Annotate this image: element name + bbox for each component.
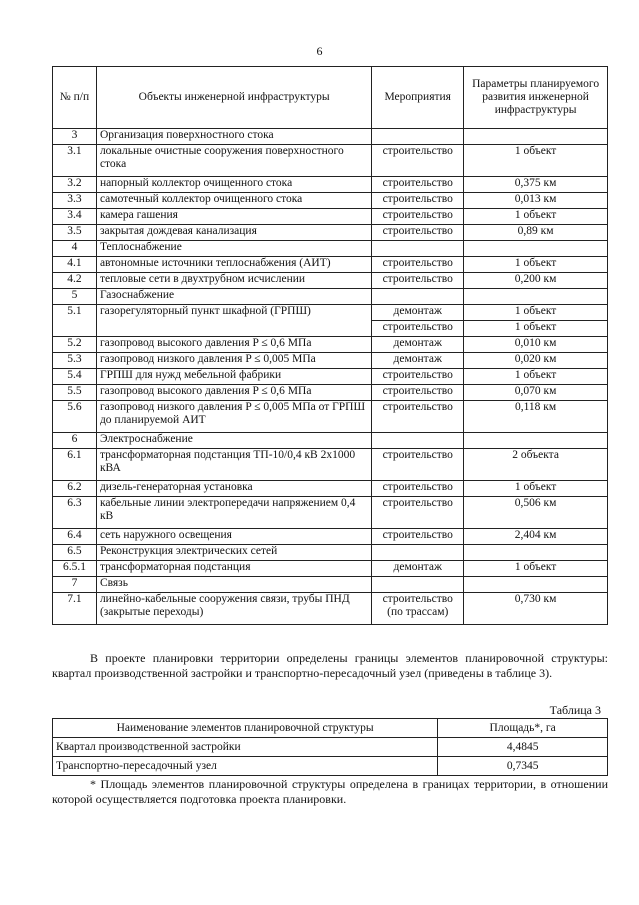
row-object: газопровод низкого давления P ≤ 0,005 МПа: [96, 353, 371, 369]
row-object: кабельные линии электропередачи напряжением 0,4 кВ: [96, 497, 371, 529]
row-number: 6.1: [53, 449, 97, 481]
element-name: Транспортно-пересадочный узел: [53, 757, 438, 776]
planning-elements-table: [52, 718, 608, 776]
row-parameter: 0,070 км: [464, 385, 608, 401]
row-measure: строительство: [372, 225, 464, 241]
row-object: Организация поверхностного стока: [96, 129, 371, 145]
row-number: 6: [53, 433, 97, 449]
header-parameters: Параметры планируемого развития инженерной инфраструктуры: [464, 67, 608, 129]
row-parameter: [464, 433, 608, 449]
row-parameter: 0,013 км: [464, 193, 608, 209]
row-number: 5.5: [53, 385, 97, 401]
row-object: напорный коллектор очищенного стока: [96, 177, 371, 193]
row-number: 3.5: [53, 225, 97, 241]
row-number: 4.1: [53, 257, 97, 273]
table-row: [53, 449, 608, 481]
row-number: 6.3: [53, 497, 97, 529]
table-row: [53, 305, 608, 321]
row-object: камера гашения: [96, 209, 371, 225]
row-measure: строительство: [372, 273, 464, 289]
table-row: [53, 337, 608, 353]
row-number: 5.2: [53, 337, 97, 353]
table-row: [53, 193, 608, 209]
row-parameter: 2,404 км: [464, 529, 608, 545]
row-measure: строительство: [372, 209, 464, 225]
intro-paragraph: В проекте планировки территории определены границы элементов планировочной структуры: квартал производственной застройки и транспортно-пересадочный узел (приведены в таблице 3).: [52, 651, 608, 680]
table-row: [53, 433, 608, 449]
header-area: Площадь*, га: [438, 719, 608, 738]
row-parameter: 2 объекта: [464, 449, 608, 481]
table-row: [53, 145, 608, 177]
row-parameter: 0,89 км: [464, 225, 608, 241]
row-measure: [372, 241, 464, 257]
header-element-name: Наименование элементов планировочной структуры: [53, 719, 438, 738]
row-parameter: [464, 289, 608, 305]
row-parameter: [464, 545, 608, 561]
row-measure: строительство: [372, 177, 464, 193]
table-row: [53, 497, 608, 529]
row-object: газопровод высокого давления P ≤ 0,6 МПа: [96, 385, 371, 401]
row-measure: демонтаж: [372, 561, 464, 577]
row-number: 6.5.1: [53, 561, 97, 577]
table-row: [53, 209, 608, 225]
row-number: 5.3: [53, 353, 97, 369]
row-object: тепловые сети в двухтрубном исчислении: [96, 273, 371, 289]
row-object: Газоснабжение: [96, 289, 371, 305]
row-number: 5.6: [53, 401, 97, 433]
header-objects: Объекты инженерной инфраструктуры: [96, 67, 371, 129]
table-row: [53, 545, 608, 561]
element-name: Квартал производственной застройки: [53, 738, 438, 757]
row-parameter: 1 объект: [464, 305, 608, 321]
table3-label: Таблица 3: [549, 703, 601, 717]
row-object: Электроснабжение: [96, 433, 371, 449]
row-parameter: [464, 129, 608, 145]
row-object: Теплоснабжение: [96, 241, 371, 257]
table-row: [53, 593, 608, 625]
row-object: самотечный коллектор очищенного стока: [96, 193, 371, 209]
table-row: [53, 225, 608, 241]
row-number: 6.5: [53, 545, 97, 561]
table-row: [53, 257, 608, 273]
row-number: 7.1: [53, 593, 97, 625]
row-parameter: 0,506 км: [464, 497, 608, 529]
row-object: газорегуляторный пункт шкафной (ГРПШ): [96, 305, 371, 337]
row-measure: строительство: [372, 369, 464, 385]
row-parameter: 1 объект: [464, 257, 608, 273]
row-object: трансформаторная подстанция: [96, 561, 371, 577]
row-number: 5: [53, 289, 97, 305]
row-object: закрытая дождевая канализация: [96, 225, 371, 241]
row-object: Связь: [96, 577, 371, 593]
page-number: 6: [316, 44, 323, 58]
row-parameter: 0,200 км: [464, 273, 608, 289]
row-measure: строительство: [372, 321, 464, 337]
row-parameter: 1 объект: [464, 209, 608, 225]
row-object: локальные очистные сооружения поверхностного стока: [96, 145, 371, 177]
table-row: [53, 529, 608, 545]
row-number: 6.4: [53, 529, 97, 545]
row-measure: строительство: [372, 145, 464, 177]
row-measure: строительство: [372, 401, 464, 433]
element-area: 4,4845: [438, 738, 608, 757]
row-measure: строительство (по трассам): [372, 593, 464, 625]
table-row: [53, 369, 608, 385]
row-parameter: [464, 241, 608, 257]
footnote: * Площадь элементов планировочной структуры определена в границах территории, в отношении которой осуществляется подготовка проекта планировки.: [52, 777, 608, 806]
row-parameter: 0,010 км: [464, 337, 608, 353]
row-parameter: 1 объект: [464, 321, 608, 337]
table-row: [53, 273, 608, 289]
row-number: 4: [53, 241, 97, 257]
row-number: 5.1: [53, 305, 97, 337]
table-row: [53, 241, 608, 257]
row-measure: строительство: [372, 481, 464, 497]
table-row: [53, 738, 608, 757]
row-object: сеть наружного освещения: [96, 529, 371, 545]
row-parameter: 0,375 км: [464, 177, 608, 193]
table-row: [53, 353, 608, 369]
row-parameter: 0,730 км: [464, 593, 608, 625]
table-row: [53, 289, 608, 305]
row-number: 7: [53, 577, 97, 593]
row-number: 3.3: [53, 193, 97, 209]
row-measure: демонтаж: [372, 337, 464, 353]
row-measure: строительство: [372, 193, 464, 209]
row-measure: демонтаж: [372, 305, 464, 321]
row-number: 4.2: [53, 273, 97, 289]
row-number: 3: [53, 129, 97, 145]
row-object: газопровод высокого давления P ≤ 0,6 МПа: [96, 337, 371, 353]
row-measure: строительство: [372, 385, 464, 401]
row-parameter: 1 объект: [464, 561, 608, 577]
table-row: [53, 177, 608, 193]
row-measure: [372, 545, 464, 561]
header-num: № п/п: [53, 67, 97, 129]
row-measure: строительство: [372, 529, 464, 545]
element-area: 0,7345: [438, 757, 608, 776]
row-number: 5.4: [53, 369, 97, 385]
row-number: 3.4: [53, 209, 97, 225]
row-parameter: [464, 577, 608, 593]
row-measure: [372, 433, 464, 449]
row-object: ГРПШ для нужд мебельной фабрики: [96, 369, 371, 385]
row-measure: строительство: [372, 257, 464, 273]
table-row: [53, 481, 608, 497]
row-measure: [372, 577, 464, 593]
row-object: газопровод низкого давления P ≤ 0,005 МПа от ГРПШ до планируемой АИТ: [96, 401, 371, 433]
table-row: [53, 129, 608, 145]
infrastructure-table: [52, 66, 608, 625]
table-row: [53, 757, 608, 776]
row-parameter: 0,020 км: [464, 353, 608, 369]
row-number: 3.1: [53, 145, 97, 177]
row-parameter: 1 объект: [464, 145, 608, 177]
row-measure: [372, 129, 464, 145]
table-row: [53, 401, 608, 433]
row-number: 6.2: [53, 481, 97, 497]
row-parameter: 1 объект: [464, 369, 608, 385]
row-object: Реконструкция электрических сетей: [96, 545, 371, 561]
row-measure: демонтаж: [372, 353, 464, 369]
row-object: дизель-генераторная установка: [96, 481, 371, 497]
table-row: [53, 577, 608, 593]
row-measure: [372, 289, 464, 305]
header-measures: Мероприятия: [372, 67, 464, 129]
table-row: [53, 561, 608, 577]
row-object: трансформаторная подстанция ТП-10/0,4 кВ 2х1000 кВА: [96, 449, 371, 481]
row-number: 3.2: [53, 177, 97, 193]
row-parameter: 1 объект: [464, 481, 608, 497]
row-object: автономные источники теплоснабжения (АИТ): [96, 257, 371, 273]
row-measure: строительство: [372, 449, 464, 481]
row-measure: строительство: [372, 497, 464, 529]
table-row: [53, 385, 608, 401]
row-parameter: 0,118 км: [464, 401, 608, 433]
row-object: линейно-кабельные сооружения связи, трубы ПНД (закрытые переходы): [96, 593, 371, 625]
